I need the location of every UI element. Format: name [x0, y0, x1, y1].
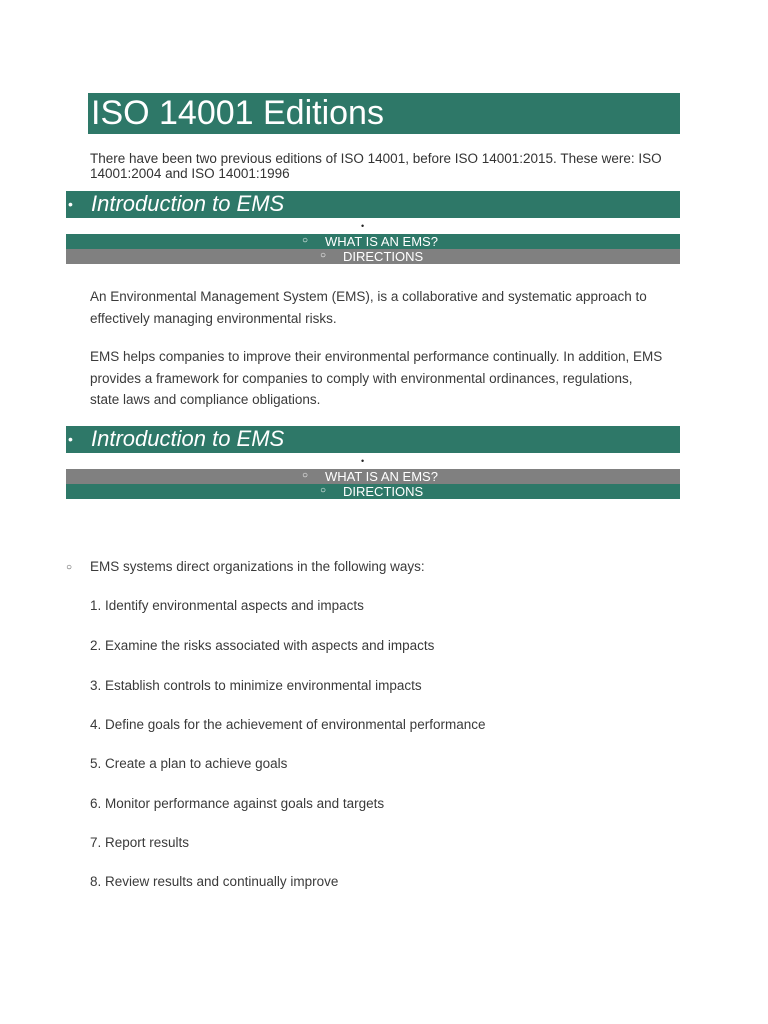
- menu-item-what-is-ems[interactable]: [66, 234, 680, 249]
- list-intro: EMS systems direct organizations in the following ways:: [90, 559, 425, 574]
- section-title: Introduction to EMS: [91, 191, 285, 216]
- menu-item-label: DIRECTIONS: [343, 249, 424, 264]
- list-item: 2. Examine the risks associated with aspects and impacts: [90, 638, 435, 653]
- menu-item-label: DIRECTIONS: [343, 484, 424, 499]
- list-item: 7. Report results: [90, 835, 190, 850]
- circle-bullet-icon: ○: [320, 250, 327, 261]
- page-title-bar: [88, 93, 680, 134]
- list-item: 5. Create a plan to achieve goals: [90, 756, 288, 771]
- bullet-icon: •: [361, 456, 365, 466]
- bullet-icon: •: [68, 431, 73, 447]
- menu-item-directions[interactable]: [66, 249, 680, 264]
- circle-bullet-icon: ○: [320, 485, 327, 496]
- bullet-icon: •: [361, 221, 365, 231]
- menu-item-directions[interactable]: [66, 484, 680, 499]
- paragraph: An Environmental Management System (EMS), is a collaborative and systematic approach to effectively managing environmental risks.: [90, 289, 647, 326]
- circle-bullet-icon: ○: [302, 235, 309, 246]
- section-header-1[interactable]: [66, 191, 680, 218]
- intro-text: There have been two previous editions of ISO 14001, before ISO 14001:2015. These were: ISO 14001:2004 and ISO 14001:1996: [90, 151, 662, 181]
- section-title: Introduction to EMS: [91, 426, 285, 451]
- circle-bullet-icon: ○: [302, 470, 309, 481]
- paragraph: EMS helps companies to improve their environmental performance continually. In addition, EMS provides a framework for companies to comply with environmental ordinances, regulations, state laws and compliance obligations.: [90, 349, 663, 407]
- list-item: 1. Identify environmental aspects and impacts: [90, 598, 364, 613]
- section-header-2[interactable]: [66, 426, 680, 453]
- list-item: 6. Monitor performance against goals and targets: [90, 796, 385, 811]
- page-title: ISO 14001 Editions: [91, 94, 384, 132]
- menu-item-label: WHAT IS AN EMS?: [325, 234, 438, 249]
- bullet-icon: •: [68, 196, 73, 212]
- menu-item-what-is-ems[interactable]: [66, 469, 680, 484]
- list-item: 8. Review results and continually improve: [90, 874, 339, 889]
- menu-item-label: WHAT IS AN EMS?: [325, 469, 438, 484]
- list-item: 3. Establish controls to minimize environmental impacts: [90, 678, 422, 693]
- list-item: 4. Define goals for the achievement of environmental performance: [90, 717, 486, 732]
- circle-bullet-icon: ○: [66, 562, 73, 573]
